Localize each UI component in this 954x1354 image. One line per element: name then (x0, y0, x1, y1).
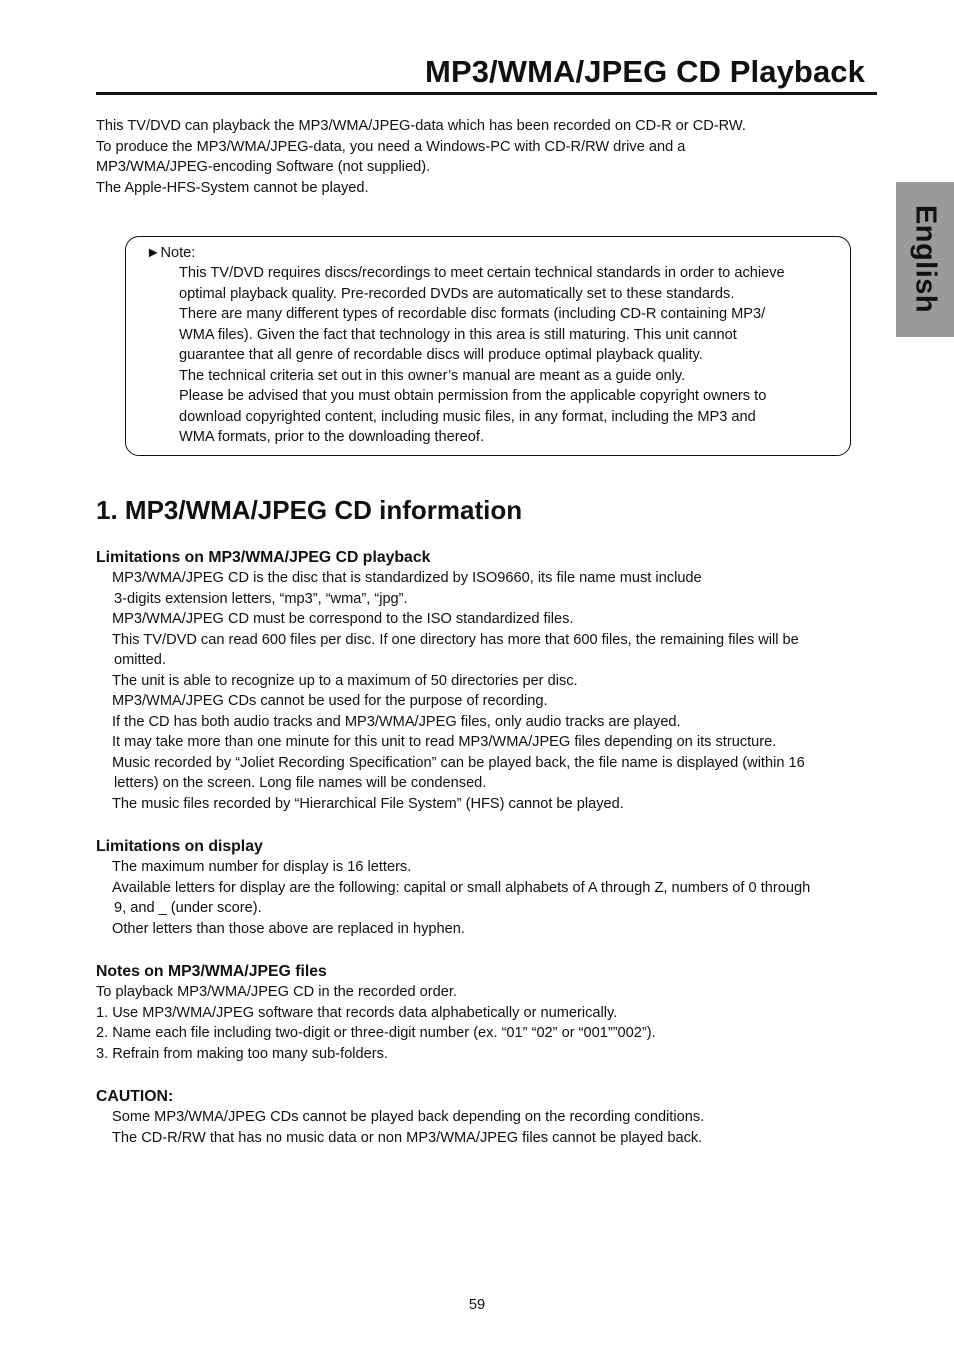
note-line: guarantee that all genre of recordable discs will produce optimal playback quality. (179, 347, 703, 363)
file-note-line: 1. Use MP3/WMA/JPEG software that records data alphabetically or numerically. (96, 1004, 618, 1021)
playback-limitation-line: The music files recorded by “Hierarchical File System” (HFS) cannot be played. (112, 795, 624, 812)
page-number: 59 (468, 1297, 486, 1313)
note-text (179, 263, 785, 448)
display-limitations-heading: Limitations on display (96, 838, 263, 855)
caution-line: Some MP3/WMA/JPEG CDs cannot be played back depending on the recording conditions. (112, 1109, 705, 1125)
note-line: optimal playback quality. Pre-recorded DVDs are automatically set to these standards. (179, 285, 735, 302)
playback-limitation-line: omitted. (114, 652, 166, 668)
note-line: download copyrighted content, including music files, in any format, including the MP3 and (179, 408, 756, 425)
playback-limitations (96, 547, 886, 814)
caution (96, 1086, 886, 1148)
file-note-line: 3. Refrain from making too many sub-folders. (96, 1045, 388, 1062)
playback-limitation-line: 3-digits extension letters, “mp3”, “wma”, “jpg”. (114, 590, 408, 607)
note-line: Please be advised that you must obtain permission from the applicable copyright owners to (179, 388, 767, 404)
playback-limitations-heading: Limitations on MP3/WMA/JPEG CD playback (96, 549, 431, 566)
page-title (96, 52, 877, 95)
section-heading: 1. MP3/WMA/JPEG CD information (96, 495, 523, 525)
file-notes-heading: Notes on MP3/WMA/JPEG files (96, 963, 327, 980)
playback-limitation-line: MP3/WMA/JPEG CD is the disc that is standardized by ISO9660, its file name must include (112, 570, 702, 586)
language-tab-label: English (909, 204, 942, 314)
caution-line: The CD-R/RW that has no music data or non MP3/WMA/JPEG files cannot be played back. (112, 1129, 703, 1146)
display-limitations (96, 836, 886, 939)
playback-limitation-line: MP3/WMA/JPEG CD must be correspond to the ISO standardized files. (112, 611, 574, 627)
playback-limitation-line: It may take more than one minute for this unit to read MP3/WMA/JPEG files depending on its structure. (112, 734, 777, 750)
display-limitation-line: Other letters than those above are replaced in hyphen. (112, 920, 465, 937)
display-limitation-line: The maximum number for display is 16 letters. (112, 859, 412, 875)
caution-heading: CAUTION: (96, 1088, 174, 1105)
playback-limitation-line: The unit is able to recognize up to a maximum of 50 directories per disc. (112, 672, 578, 689)
note-label: ►Note: (146, 245, 196, 261)
intro-paragraph (96, 116, 876, 198)
intro-line: To produce the MP3/WMA/JPEG-data, you need a Windows-PC with CD-R/RW drive and a (96, 138, 686, 155)
file-note-line: To playback MP3/WMA/JPEG CD in the recorded order. (96, 984, 457, 1000)
page-title-text: MP3/WMA/JPEG CD Playback (425, 54, 865, 89)
playback-limitation-line: letters) on the screen. Long file names will be condensed. (114, 775, 487, 791)
display-limitation-line: Available letters for display are the following: capital or small alphabets of A through Z, numbers of 0 through (112, 879, 811, 896)
file-note-line: 2. Name each file including two-digit or three-digit number (ex. “01” “02” or “001””002”). (96, 1025, 656, 1041)
playback-limitation-line: MP3/WMA/JPEG CDs cannot be used for the purpose of recording. (112, 693, 548, 709)
note-line: There are many different types of recordable disc formats (including CD-R containing MP3/ (179, 306, 766, 322)
file-notes (96, 961, 886, 1064)
intro-line: The Apple-HFS-System cannot be played. (96, 179, 369, 196)
note-line: This TV/DVD requires discs/recordings to meet certain technical standards in order to achieve (179, 265, 785, 281)
note-box (125, 236, 851, 456)
intro-line: MP3/WMA/JPEG-encoding Software (not supplied). (96, 159, 431, 175)
intro-line: This TV/DVD can playback the MP3/WMA/JPEG-data which has been recorded on CD-R or CD-RW. (96, 118, 746, 134)
playback-limitation-line: Music recorded by “Joliet Recording Specification” can be played back, the file name is displayed (within 16 (112, 754, 805, 771)
note-line: The technical criteria set out in this owner’s manual are meant as a guide only. (179, 367, 686, 384)
display-limitation-line: 9, and _ (under score). (114, 900, 262, 916)
note-line: WMA formats, prior to the downloading thereof. (179, 429, 484, 445)
note-line: WMA files). Given the fact that technology in this area is still maturing. This unit cannot (179, 326, 737, 343)
playback-limitation-line: This TV/DVD can read 600 files per disc. If one directory has more that 600 files, the remaining files will be (112, 631, 799, 648)
language-tab (896, 182, 954, 337)
playback-limitation-line: If the CD has both audio tracks and MP3/WMA/JPEG files, only audio tracks are played. (112, 713, 681, 730)
